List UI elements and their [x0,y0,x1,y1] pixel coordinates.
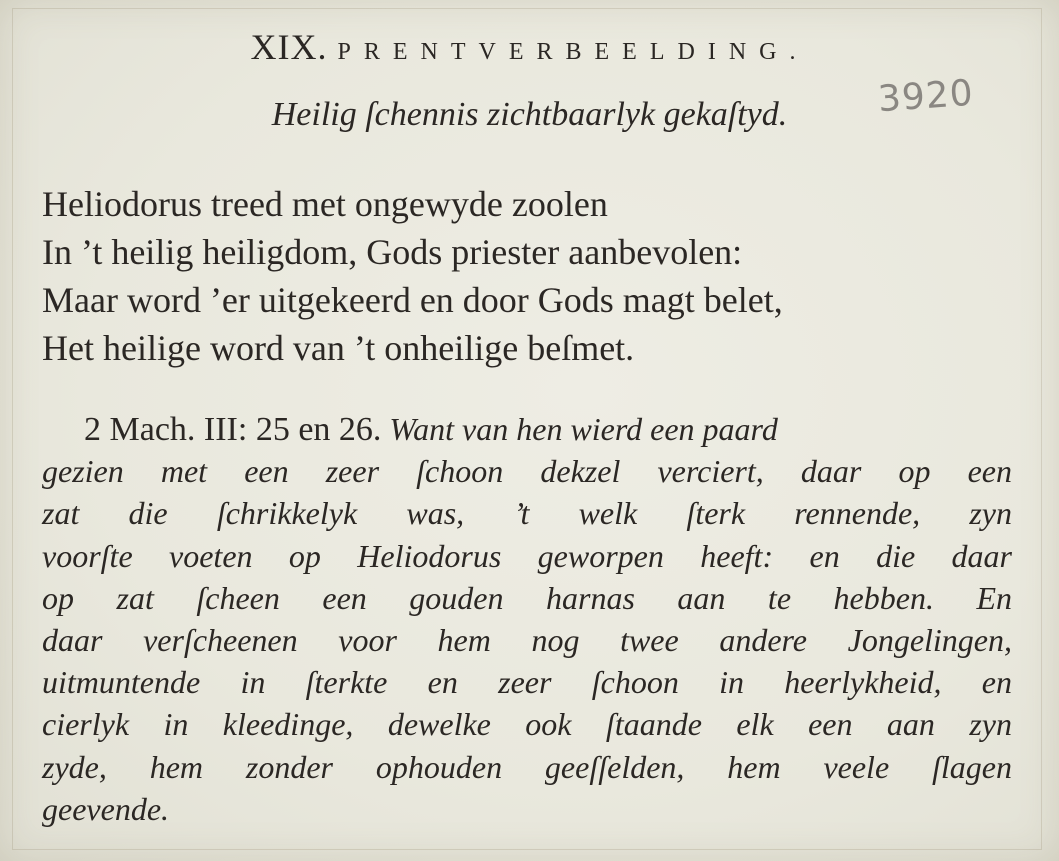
plate-number: XIX. [250,27,328,67]
scripture-line: zat die ſchrikkelyk was, ’t welk ſterk rennende, zyn [42,495,1012,532]
scripture-line: uitmuntende in ſterkte en zeer ſchoon in heerlykheid, en [42,664,1012,701]
scripture-passage [42,408,1012,830]
scripture-line: voorſte voeten op Heliodorus geworpen heeft: en die daar [42,537,1012,574]
scripture-line: op zat ſcheen een gouden harnas aan te hebben. En [42,579,1012,616]
verse-line: In ’t heilig heiligdom, Gods priester aanbevolen: [42,232,743,272]
plate-title: PRENTVERBEELDING. [337,39,809,65]
scripture-citation: 2 Mach. III: 25 en 26. [84,411,382,448]
page-subtitle: Heilig ſchennis zichtbaarlyk gekaſtyd. [271,96,788,133]
scripture-line: zyde, hem zonder ophouden geeſſelden, hem veele ſlagen [42,748,1012,785]
verse-block [42,180,783,372]
scripture-line: geevende. [42,790,170,827]
verse-line: Heliodorus treed met ongewyde zoolen [42,184,608,224]
scripture-first-line [42,408,1012,450]
scripture-line: cierlyk in kleedinge, dewelke ook ſtaande elk een aan zyn [42,706,1012,743]
pencil-annotation: 3920 [876,72,975,121]
verse-line: Het heilige word van ’t onheilige beſmet. [42,328,635,368]
scripture-line: gezien met een zeer ſchoon dekzel verciert, daar op een [42,453,1012,490]
verse-line: Maar word ’er uitgekeerd en door Gods magt belet, [42,280,783,320]
page-title [0,26,1059,68]
scripture-line: daar verſcheenen voor hem nog twee andere Jongelingen, [42,621,1012,658]
scripture-line: Want van hen wierd een paard [389,411,778,447]
